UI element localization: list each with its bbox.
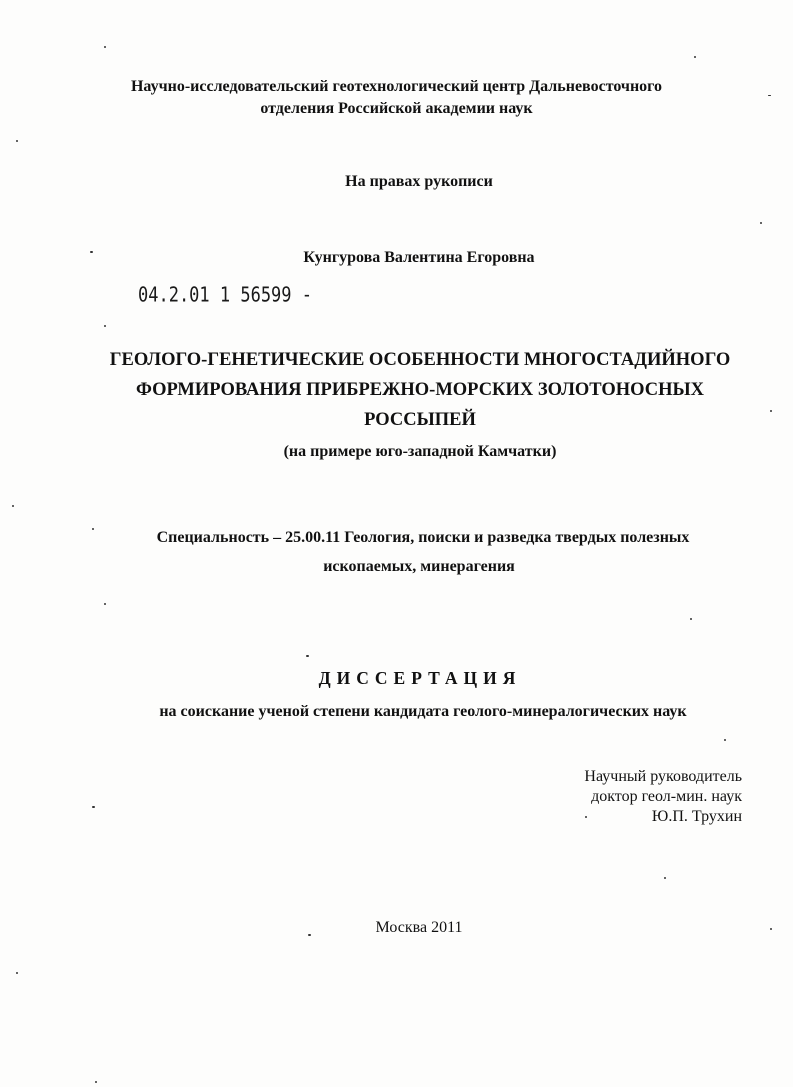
scan-speck (770, 410, 772, 412)
scan-speck (664, 877, 666, 879)
city-year: Москва 2011 (375, 919, 463, 936)
scan-speck (694, 56, 696, 58)
title-line-3: РОССЫПЕЙ (364, 410, 476, 430)
scan-speck (92, 528, 94, 530)
scan-speck (12, 505, 14, 507)
manuscript-rights: На правах рукописи (345, 173, 493, 190)
institution-line-2: отделения Российской академии наук (260, 100, 533, 117)
scan-speck (92, 806, 95, 808)
scan-speck (770, 928, 772, 930)
scan-speck (768, 95, 771, 96)
scan-speck (90, 251, 93, 253)
degree-line: на соискание ученой степени кандидата геолого-минералогических наук (159, 703, 687, 720)
supervisor-role: Научный руководитель (584, 768, 742, 785)
specialty-line-1: Специальность – 25.00.11 Геология, поиски и разведка твердых полезных (156, 529, 690, 546)
author-name: Кунгурова Валентина Егоровна (303, 249, 535, 266)
title-subtitle: (на примере юго-западной Камчатки) (283, 443, 557, 460)
supervisor-name: Ю.П. Трухин (651, 808, 742, 825)
scan-speck (104, 325, 106, 327)
scan-speck (585, 816, 587, 818)
supervisor-block (584, 767, 742, 827)
scan-speck (308, 934, 311, 936)
scan-speck (104, 46, 106, 48)
scan-speck (724, 739, 726, 741)
scan-speck (760, 222, 762, 224)
scan-speck (104, 603, 106, 605)
supervisor-degree: доктор геол-мин. наук (591, 788, 742, 805)
institution-line-1: Научно-исследовательский геотехнологический центр Дальневосточного (130, 78, 663, 95)
scan-speck (16, 140, 18, 142)
dissertation-heading: ДИССЕРТАЦИЯ (318, 668, 522, 688)
scan-speck (95, 1081, 97, 1083)
scan-speck (16, 972, 18, 974)
scan-speck (690, 618, 692, 620)
registration-stamp: 04.2.01 1 56599 - (138, 284, 312, 308)
title-line-2: ФОРМИРОВАНИЯ ПРИБРЕЖНО-МОРСКИХ ЗОЛОТОНОСНЫХ (135, 380, 705, 400)
specialty-line-2: ископаемых, минерагения (323, 558, 515, 575)
title-line-1: ГЕОЛОГО-ГЕНЕТИЧЕСКИЕ ОСОБЕННОСТИ МНОГОСТАДИЙНОГО (109, 350, 731, 370)
scan-speck (306, 655, 309, 657)
